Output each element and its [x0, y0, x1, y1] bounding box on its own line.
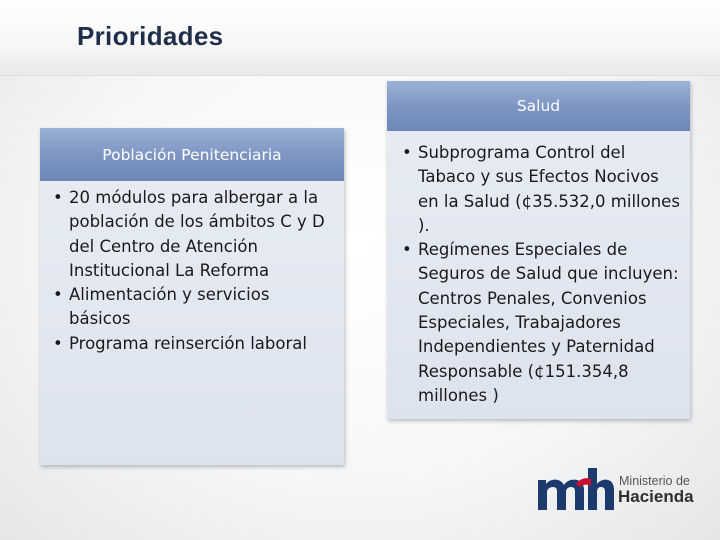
- card-body-salud: [387, 131, 690, 419]
- card-header-salud: [387, 81, 690, 131]
- list-item: • Subprograma Control del Tabaco y sus Efectos Nocivos en la Salud (¢35.532,0 millones ).: [393, 141, 682, 238]
- logo-text-hacienda: Hacienda: [618, 487, 694, 506]
- list-item: • 20 módulos para albergar a la población de los ámbitos C y D del Centro de Atención Institucional La Reforma: [44, 186, 332, 283]
- card-salud: [387, 81, 690, 419]
- card-header-poblacion-label: Población Penitenciaria: [102, 145, 282, 164]
- list-item: • Regímenes Especiales de Seguros de Salud que incluyen: Centros Penales, Convenios Especiales, Trabajadores Independientes y Paternidad Responsable (¢151.354,8 millones ): [393, 238, 682, 408]
- card-header-poblacion: [40, 128, 344, 181]
- list-item: • Programa reinserción laboral: [44, 332, 332, 356]
- mh-monogram-icon: [536, 466, 616, 514]
- card-poblacion-penitenciaria: [40, 128, 344, 465]
- card-header-salud-label: Salud: [516, 97, 561, 115]
- ministerio-hacienda-logo: [536, 466, 696, 516]
- poblacion-bullet-list: [44, 186, 332, 356]
- salud-bullet-list: [393, 141, 682, 408]
- title-bar: [0, 0, 720, 76]
- card-body-poblacion: [40, 181, 344, 465]
- list-item: • Alimentación y servicios básicos: [44, 283, 332, 332]
- slide-title: Prioridades: [77, 21, 224, 51]
- logo-text-ministerio: Ministerio de: [619, 474, 690, 488]
